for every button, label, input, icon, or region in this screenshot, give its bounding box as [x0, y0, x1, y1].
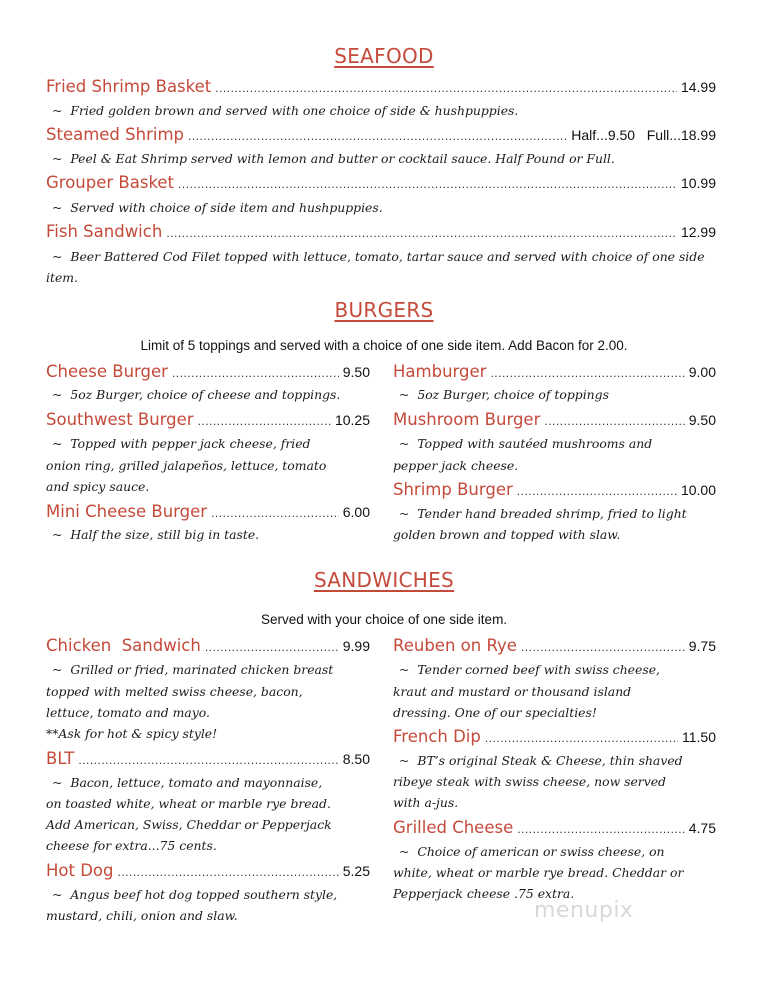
item-description [46, 476, 376, 498]
item-description: ~ Tender corned beef with swiss cheese, [399, 662, 660, 677]
item-description-text: dressing. One of our specialties! [393, 705, 597, 720]
item-name: Mini Cheese Burger [46, 502, 208, 521]
dot-leader [490, 366, 684, 380]
item-description-text: ribeye steak with swiss cheese, now served [393, 774, 666, 789]
dot-leader [205, 640, 339, 654]
dot-leader [166, 226, 677, 240]
item-description-text: golden brown and topped with slaw. [393, 527, 621, 542]
item-description-text: Tender hand breaded shrimp, fried to light [417, 506, 687, 521]
item-description: ~ Bacon, lettuce, tomato and mayonnaise, [52, 775, 323, 790]
item-description-text: 5oz Burger, choice of toppings [417, 387, 609, 402]
dot-leader [544, 414, 684, 428]
item-name: Hamburger [393, 362, 487, 381]
item-description: ~ Grilled or fried, marinated chicken breast [52, 662, 334, 677]
item-description: ~ Choice of american or swiss cheese, on [399, 844, 665, 859]
item-name: Chicken Sandwich [46, 636, 201, 655]
dot-leader [118, 865, 339, 879]
item-description [393, 455, 723, 477]
dot-leader [517, 484, 677, 498]
item-description [393, 702, 723, 724]
menu-item-hamburger [393, 362, 716, 381]
menu-item-grilled-cheese [393, 818, 716, 837]
menupix-watermark: menupix [534, 898, 634, 923]
menu-item-grouper-basket [46, 173, 716, 192]
item-description [46, 723, 376, 745]
item-name: Reuben on Rye [393, 636, 517, 655]
item-name: Fried Shrimp Basket [46, 77, 212, 96]
item-description-text: Served with choice of side item and hushpuppies. [70, 200, 383, 215]
item-description [393, 862, 723, 884]
item-description [46, 455, 376, 477]
item-description [46, 814, 376, 836]
item-price: 10.25 [334, 412, 370, 428]
item-description-text: 5oz Burger, choice of cheese and toppings. [70, 387, 341, 402]
item-description: ~ Served with choice of side item and hushpuppies. [52, 200, 383, 215]
item-description-text: Add American, Swiss, Cheddar or Pepperjack [46, 817, 332, 832]
item-price: 14.99 [680, 79, 716, 95]
item-description [46, 681, 376, 703]
item-description-text: kraut and mustard or thousand island [393, 684, 632, 699]
item-description-text: mustard, chili, onion and slaw. [46, 908, 238, 923]
item-description: ~ Fried golden brown and served with one choice of side & hushpuppies. [52, 103, 519, 118]
item-price: 11.50 [682, 729, 716, 745]
item-description-text: topped with melted swiss cheese, bacon, [46, 684, 303, 699]
item-description-text: Half the size, still big in taste. [70, 527, 260, 542]
menu-item-steamed-shrimp [46, 125, 716, 144]
item-description-text: pepper jack cheese. [393, 458, 519, 473]
item-description-text: Grilled or fried, marinated chicken breast [70, 662, 334, 677]
item-description [393, 681, 723, 703]
item-name: BLT [46, 749, 75, 768]
dot-leader [172, 366, 339, 380]
item-description-text: Topped with sautéed mushrooms and [417, 436, 653, 451]
item-description [46, 835, 376, 857]
dot-leader [485, 731, 678, 745]
item-description-text: cheese for extra...75 cents. [46, 838, 217, 853]
menu-item-mini-cheese-burger [46, 502, 370, 521]
item-description [46, 905, 376, 927]
item-description-text: Fried golden brown and served with one choice of side & hushpuppies. [70, 103, 519, 118]
dot-leader [517, 822, 685, 836]
item-price: 9.00 [688, 364, 716, 380]
dot-leader [188, 129, 567, 143]
item-name: Fish Sandwich [46, 222, 163, 241]
menu-item-reuben-on-rye [393, 636, 716, 655]
item-description: ~ Peel & Eat Shrimp served with lemon and butter or cocktail sauce. Half Pound or Full. [52, 151, 615, 166]
item-description: ~ Half the size, still big in taste. [52, 527, 260, 542]
sandwiches-intro: Served with your choice of one side item. [260, 612, 508, 627]
item-description: ~ Angus beef hot dog topped southern style, [52, 887, 338, 902]
item-description [393, 524, 723, 546]
item-description-text: and spicy sauce. [46, 479, 150, 494]
menu-item-cheese-burger [46, 362, 370, 381]
item-name: Cheese Burger [46, 362, 168, 381]
item-description-text: **Ask for hot & spicy style! [46, 726, 218, 741]
item-description-text: item. [46, 270, 78, 285]
item-description-text: lettuce, tomato and mayo. [46, 705, 210, 720]
dot-leader [521, 640, 685, 654]
item-price: 5.25 [342, 863, 370, 879]
item-description-text: Beer Battered Cod Filet topped with lettuce, tomato, tartar sauce and served with choice of one side [70, 249, 705, 264]
dot-leader [178, 177, 677, 191]
dot-leader [198, 414, 331, 428]
item-description-text: white, wheat or marble rye bread. Cheddar or [393, 865, 684, 880]
item-description: ~ Tender hand breaded shrimp, fried to light [399, 506, 687, 521]
item-name: Steamed Shrimp [46, 125, 184, 144]
item-name: Grilled Cheese [393, 818, 514, 837]
item-description-text: Topped with pepper jack cheese, fried [70, 436, 311, 451]
item-name: Southwest Burger [46, 410, 194, 429]
menu-item-mushroom-burger [393, 410, 716, 429]
item-price: 10.99 [680, 175, 716, 191]
item-price: 9.99 [342, 638, 370, 654]
item-price: 10.00 [680, 482, 716, 498]
item-price: 9.75 [688, 638, 716, 654]
item-price: 12.99 [680, 224, 716, 240]
seafood-heading: SEAFOOD [334, 44, 434, 68]
item-description [46, 702, 376, 724]
item-description-text: onion ring, grilled jalapeños, lettuce, tomato [46, 458, 327, 473]
menu-item-hot-dog [46, 861, 370, 880]
item-description: ~ BT’s original Steak & Cheese, thin shaved [399, 753, 683, 768]
item-description-text: Peel & Eat Shrimp served with lemon and butter or cocktail sauce. Half Pound or Full. [70, 151, 615, 166]
item-description [393, 771, 723, 793]
item-description-text: with a-jus. [393, 795, 459, 810]
item-price: 6.00 [342, 504, 370, 520]
item-description-text: BT’s original Steak & Cheese, thin shaved [417, 753, 683, 768]
menu-item-fish-sandwich [46, 222, 716, 241]
item-description [46, 793, 376, 815]
item-description-text: Bacon, lettuce, tomato and mayonnaise, [70, 775, 323, 790]
item-name: Hot Dog [46, 861, 114, 880]
item-price: 4.75 [688, 820, 716, 836]
item-description-text: Angus beef hot dog topped southern style, [70, 887, 338, 902]
item-description: ~ Topped with sautéed mushrooms and [399, 436, 653, 451]
menu-item-southwest-burger [46, 410, 370, 429]
dot-leader [211, 506, 339, 520]
item-price: 9.50 [688, 412, 716, 428]
item-description: ~ 5oz Burger, choice of toppings [399, 387, 609, 402]
item-name: Grouper Basket [46, 173, 175, 192]
menu-item-chicken-sandwich [46, 636, 370, 655]
menu-item-french-dip [393, 727, 716, 746]
burgers-heading: BURGERS [334, 298, 434, 322]
menu-item-blt [46, 749, 370, 768]
item-description [46, 267, 716, 289]
item-price: 8.50 [342, 751, 370, 767]
dot-leader [215, 81, 677, 95]
item-description-text: Choice of american or swiss cheese, on [417, 844, 665, 859]
item-name: French Dip [393, 727, 481, 746]
item-name: Shrimp Burger [393, 480, 513, 499]
dot-leader [78, 753, 338, 767]
item-description-text: on toasted white, wheat or marble rye bread. [46, 796, 331, 811]
burgers-intro: Limit of 5 toppings and served with a choice of one side item. Add Bacon for 2.00. [140, 338, 628, 353]
item-description: ~ 5oz Burger, choice of cheese and toppings. [52, 387, 341, 402]
menu-item-shrimp-burger [393, 480, 716, 499]
item-name: Mushroom Burger [393, 410, 541, 429]
menu-item-fried-shrimp-basket [46, 77, 716, 96]
item-description-text: Tender corned beef with swiss cheese, [417, 662, 660, 677]
sandwiches-heading: SANDWICHES [313, 568, 455, 592]
item-description: ~ Beer Battered Cod Filet topped with lettuce, tomato, tartar sauce and served with choice of one side [52, 249, 705, 264]
item-price: 9.50 [342, 364, 370, 380]
item-description-text: Pepperjack cheese .75 extra. [393, 886, 575, 901]
item-description [393, 792, 723, 814]
item-description: ~ Topped with pepper jack cheese, fried [52, 436, 311, 451]
item-price: Half...9.50 Full...18.99 [571, 127, 716, 143]
